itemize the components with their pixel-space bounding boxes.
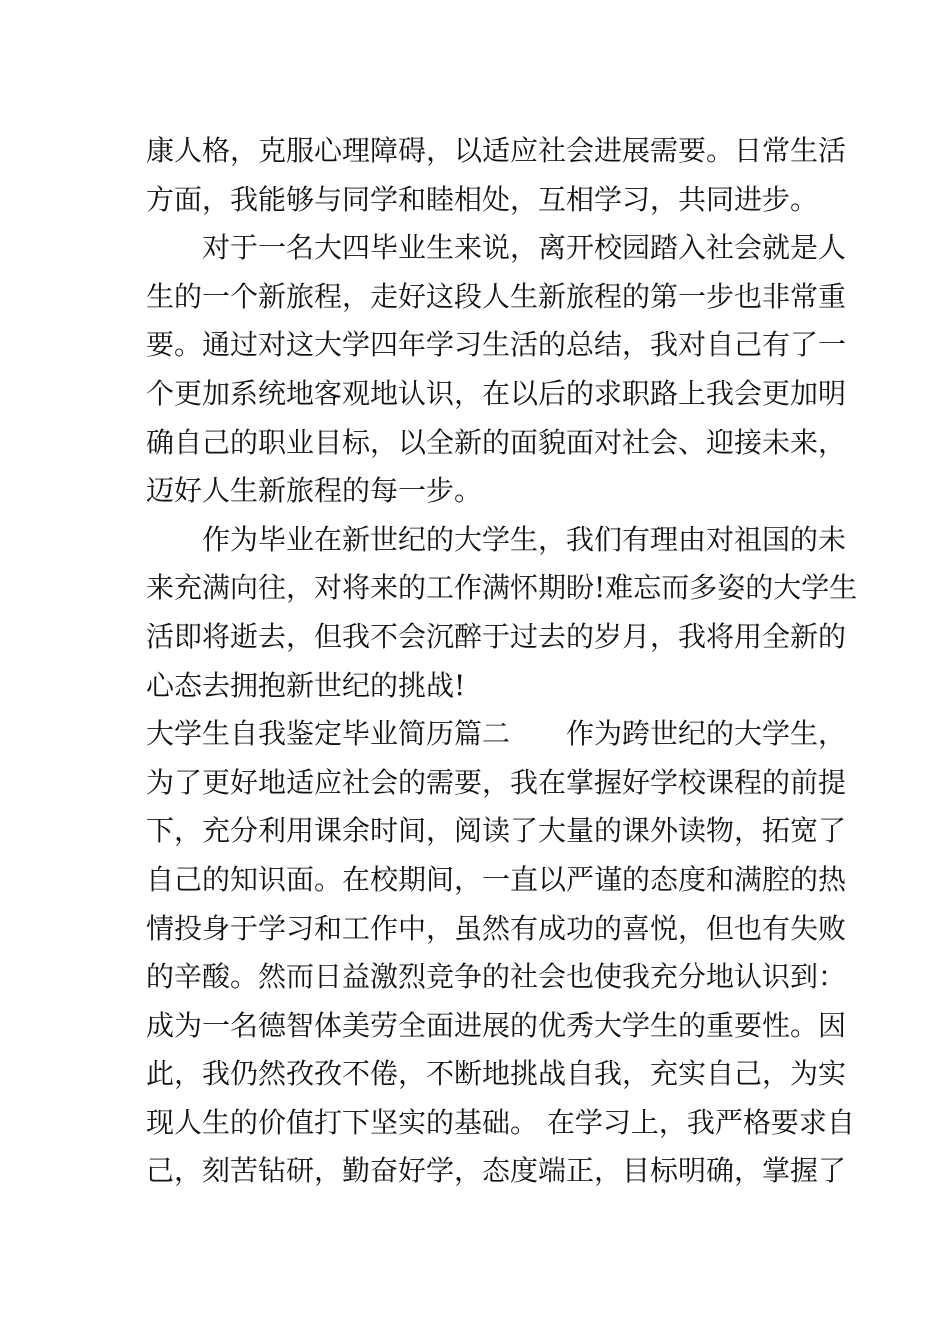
heading-continuation: 作为跨世纪的大学生， bbox=[566, 717, 847, 751]
text-line: 康人格，克服心理障碍，以适应社会进展需要。日常生活 bbox=[146, 134, 847, 167]
text-line: 情投身于学习和工作中，虽然有成功的喜悦，但也有失败 bbox=[146, 911, 847, 945]
text-line: 己，刻苦钻研，勤奋好学，态度端正，目标明确，掌握了 bbox=[146, 1154, 847, 1188]
section-heading-line bbox=[146, 710, 847, 759]
text-line: 现人生的价值打下坚实的基础。 在学习上，我严格要求自 bbox=[146, 1105, 855, 1139]
text-line: 为了更好地适应社会的需要，我在掌握好学校课程的前提 bbox=[146, 765, 847, 799]
section-heading: 大学生自我鉴定毕业简历篇二 bbox=[146, 717, 511, 751]
text-line: 下，充分利用课余时间，阅读了大量的课外读物，拓宽了 bbox=[146, 814, 847, 848]
text-line: 成为一名德智体美劳全面进展的优秀大学生的重要性。因 bbox=[146, 1008, 847, 1042]
text-line: 个更加系统地客观地认识，在以后的求职路上我会更加明 bbox=[146, 376, 847, 410]
text-line: 生的一个新旅程，走好这段人生新旅程的第一步也非常重 bbox=[146, 279, 847, 313]
text-line: 迈好人生新旅程的每一步。 bbox=[146, 474, 483, 508]
body-text bbox=[146, 127, 858, 1196]
text-line: 的辛酸。然而日益激烈竞争的社会也使我充分地认识到： bbox=[146, 960, 847, 994]
text-line: 方面，我能够与同学和睦相处，互相学习，共同进步。 bbox=[146, 182, 819, 216]
text-line: 来充满向往，对将来的工作满怀期盼!难忘而多姿的大学生 bbox=[146, 571, 858, 605]
text-line: 心态去拥抱新世纪的挑战! bbox=[146, 668, 466, 702]
text-line: 活即将逝去，但我不会沉醉于过去的岁月，我将用全新的 bbox=[146, 619, 847, 653]
paragraph-start-line: 对于一名大四毕业生来说，离开校园踏入社会就是人 bbox=[202, 231, 847, 265]
paragraph-start-line: 作为毕业在新世纪的大学生，我们有理由对祖国的未 bbox=[202, 522, 847, 556]
text-line: 确自己的职业目标，以全新的面貌面对社会、迎接未来， bbox=[146, 425, 847, 459]
text-line: 自己的知识面。在校期间，一直以严谨的态度和满腔的热 bbox=[146, 862, 847, 896]
text-line: 此，我仍然孜孜不倦，不断地挑战自我，充实自己，为实 bbox=[146, 1057, 847, 1091]
text-line: 要。通过对这大学四年学习生活的总结，我对自己有了一 bbox=[146, 328, 847, 362]
